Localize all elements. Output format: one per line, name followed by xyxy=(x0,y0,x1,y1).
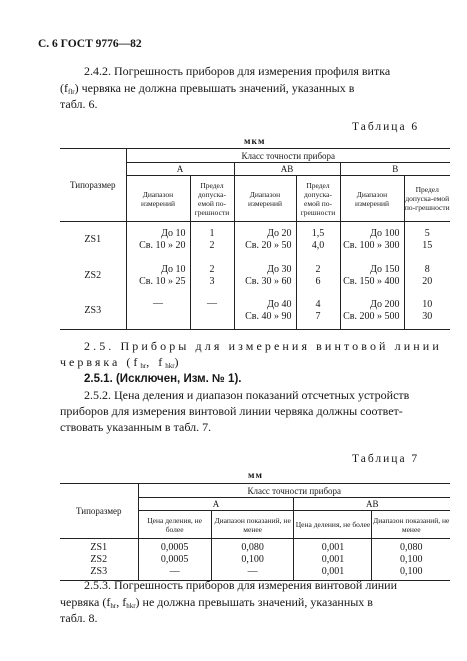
range-cell xyxy=(211,539,294,581)
range-value: До 30 xyxy=(267,263,292,275)
division-value: 0,001 xyxy=(321,553,345,565)
range-header: Диапазон измерений xyxy=(340,176,404,222)
range-value: Св. 20 » 50 xyxy=(245,239,292,251)
range-header: Диапазон измерений xyxy=(234,176,296,222)
text-line xyxy=(60,80,354,100)
division-value: 0,001 xyxy=(321,541,345,553)
range-value: Св. 100 » 300 xyxy=(343,239,400,251)
subscript: hkr xyxy=(165,362,175,370)
text-line: табл. 6. xyxy=(60,97,98,111)
range-value: До 150 xyxy=(370,263,400,275)
range-cell xyxy=(126,222,190,258)
limit-header: Предел допуска-емой по-грешности xyxy=(404,176,450,222)
range-cell xyxy=(234,294,296,330)
limit-value: 15 xyxy=(422,239,433,251)
limit-value: 10 xyxy=(422,299,433,311)
subscript: hr xyxy=(140,362,147,370)
text-line: 2.5.2. Цена деления и диапазон показаний отсчетных устройств xyxy=(84,388,410,402)
subscript: hr xyxy=(110,602,117,610)
limit-cell xyxy=(190,294,234,330)
range-value: До 10 xyxy=(161,227,186,239)
text-line: приборов для измерения винтовой линии червяка должны соответ- xyxy=(60,404,403,418)
type-cell: ZS2 xyxy=(84,269,102,281)
class-header: Класс точности прибора xyxy=(126,149,450,163)
table-6 xyxy=(60,148,450,330)
text-line: 2.5.3. Погрешность приборов для измерения винтовой линии xyxy=(84,578,398,592)
limit-value: 30 xyxy=(422,311,433,323)
text-line: ствовать указанным в табл. 7. xyxy=(60,420,212,434)
class-a: А xyxy=(138,498,294,511)
limit-value: 6 xyxy=(315,275,321,287)
limit-value: 20 xyxy=(422,275,433,287)
range-value: До 100 xyxy=(370,227,400,239)
limit-value: 1,5 xyxy=(311,227,325,239)
range-value: 0,100 xyxy=(241,553,264,565)
table-body xyxy=(60,539,450,581)
division-header: Цена деления, не более xyxy=(294,511,372,539)
division-value: 0,001 xyxy=(321,565,345,577)
class-header: Класс точности прибора xyxy=(138,484,450,498)
range-value: 0,100 xyxy=(399,553,423,565)
range-value: До 200 xyxy=(370,299,400,311)
limit-cell xyxy=(404,258,450,294)
table-row xyxy=(60,222,450,258)
table-row xyxy=(60,258,450,294)
text-line: табл. 8. xyxy=(60,611,98,625)
text-fragment: ) не должна превышать значений, указанных в xyxy=(135,595,373,609)
limit-value: 2 xyxy=(209,239,215,251)
range-value: Св. 200 » 500 xyxy=(343,311,400,323)
limit-header: Предел допуска-емой по-грешности xyxy=(296,176,340,222)
limit-value: 1 xyxy=(209,227,215,239)
text-fragment: , f xyxy=(116,595,127,609)
range-cell xyxy=(372,539,450,581)
text-fragment: ) червяка не должна превышать значений, указанных в xyxy=(74,81,355,95)
text-line: 2.4.2. Погрешность приборов для измерения профиля витка xyxy=(84,64,391,78)
type-header: Типоразмер xyxy=(60,484,138,539)
division-header: Цена деления, не более xyxy=(138,511,211,539)
division-value: — xyxy=(169,565,180,577)
paragraph-2-5-1: 2.5.1. (Исключен, Изм. № 1). xyxy=(84,373,242,385)
limit-value: 3 xyxy=(209,275,215,287)
range-cell xyxy=(340,294,404,330)
limit-value: 4,0 xyxy=(311,239,325,251)
class-a: А xyxy=(126,163,234,176)
limit-value: — xyxy=(207,297,217,309)
type-value: ZS3 xyxy=(90,565,108,577)
range-cell xyxy=(234,258,296,294)
limit-cell xyxy=(296,294,340,330)
range-cell xyxy=(234,222,296,258)
range-value: 0,080 xyxy=(241,541,264,553)
type-header: Типоразмер xyxy=(60,149,126,222)
limit-value: 4 xyxy=(315,299,321,311)
class-ab: АВ xyxy=(294,498,450,511)
text-fragment: червяка (f xyxy=(60,595,111,609)
range-value: До 40 xyxy=(267,299,292,311)
division-value: 0,0005 xyxy=(160,541,189,553)
range-value: Св. 150 » 400 xyxy=(343,275,400,287)
text-fragment: червяка (f xyxy=(60,355,141,369)
page-header: С. 6 ГОСТ 9776—82 xyxy=(38,38,142,50)
table7-caption: Таблица 7 xyxy=(352,453,420,465)
text-fragment: (f xyxy=(60,81,68,95)
limit-cell xyxy=(404,294,450,330)
range-value: 0,080 xyxy=(399,541,423,553)
subscript: hkr xyxy=(126,602,136,610)
type-cell xyxy=(60,539,138,581)
type-cell: ZS1 xyxy=(84,233,102,245)
range-cell xyxy=(340,258,404,294)
range-cell xyxy=(340,222,404,258)
limit-value: 5 xyxy=(424,227,430,239)
limit-cell xyxy=(404,222,450,258)
division-cell xyxy=(138,539,211,581)
limit-value: 7 xyxy=(315,311,321,323)
table7-unit: мм xyxy=(248,471,263,481)
class-b: В xyxy=(340,163,450,176)
type-cell: ZS3 xyxy=(60,294,126,330)
range-value: Св. 30 » 60 xyxy=(245,275,292,287)
class-ab: АВ xyxy=(234,163,340,176)
type-value: ZS2 xyxy=(90,553,108,565)
range-value: Св. 10 » 25 xyxy=(139,275,186,287)
range-cell xyxy=(126,294,190,330)
range-value: До 10 xyxy=(161,263,186,275)
table6-caption: Таблица 6 xyxy=(352,121,420,133)
range-header: Диапазон показаний, не менее xyxy=(211,511,294,539)
limit-cell xyxy=(190,222,234,258)
table-row xyxy=(60,294,450,330)
limit-cell xyxy=(296,222,340,258)
range-cell xyxy=(126,258,190,294)
limit-cell xyxy=(296,258,340,294)
limit-cell xyxy=(190,258,234,294)
table-7 xyxy=(60,483,450,581)
limit-value: 8 xyxy=(424,263,430,275)
subscript: flr xyxy=(68,88,75,96)
range-value: — xyxy=(247,565,258,577)
division-value: 0,0005 xyxy=(160,553,189,565)
text-fragment: ) xyxy=(174,355,182,369)
range-value: Св. 40 » 90 xyxy=(245,311,292,323)
range-value: — xyxy=(153,297,163,309)
range-value: До 20 xyxy=(267,227,292,239)
section-title: 2.5. Приборы для измерения винтовой линии xyxy=(84,339,442,353)
text-line xyxy=(60,594,373,614)
limit-value: 2 xyxy=(315,263,321,275)
range-value: Св. 10 » 20 xyxy=(139,239,186,251)
range-header: Диапазон измерений xyxy=(126,176,190,222)
type-value: ZS1 xyxy=(90,541,108,553)
limit-header: Предел допуска-емой по-грешности xyxy=(190,176,234,222)
table6-unit: мкм xyxy=(244,137,266,147)
text-fragment: , f xyxy=(146,355,166,369)
range-value: 0,100 xyxy=(399,565,423,577)
division-cell xyxy=(294,539,372,581)
range-header: Диапазон показаний, не менее xyxy=(372,511,450,539)
limit-value: 2 xyxy=(209,263,215,275)
